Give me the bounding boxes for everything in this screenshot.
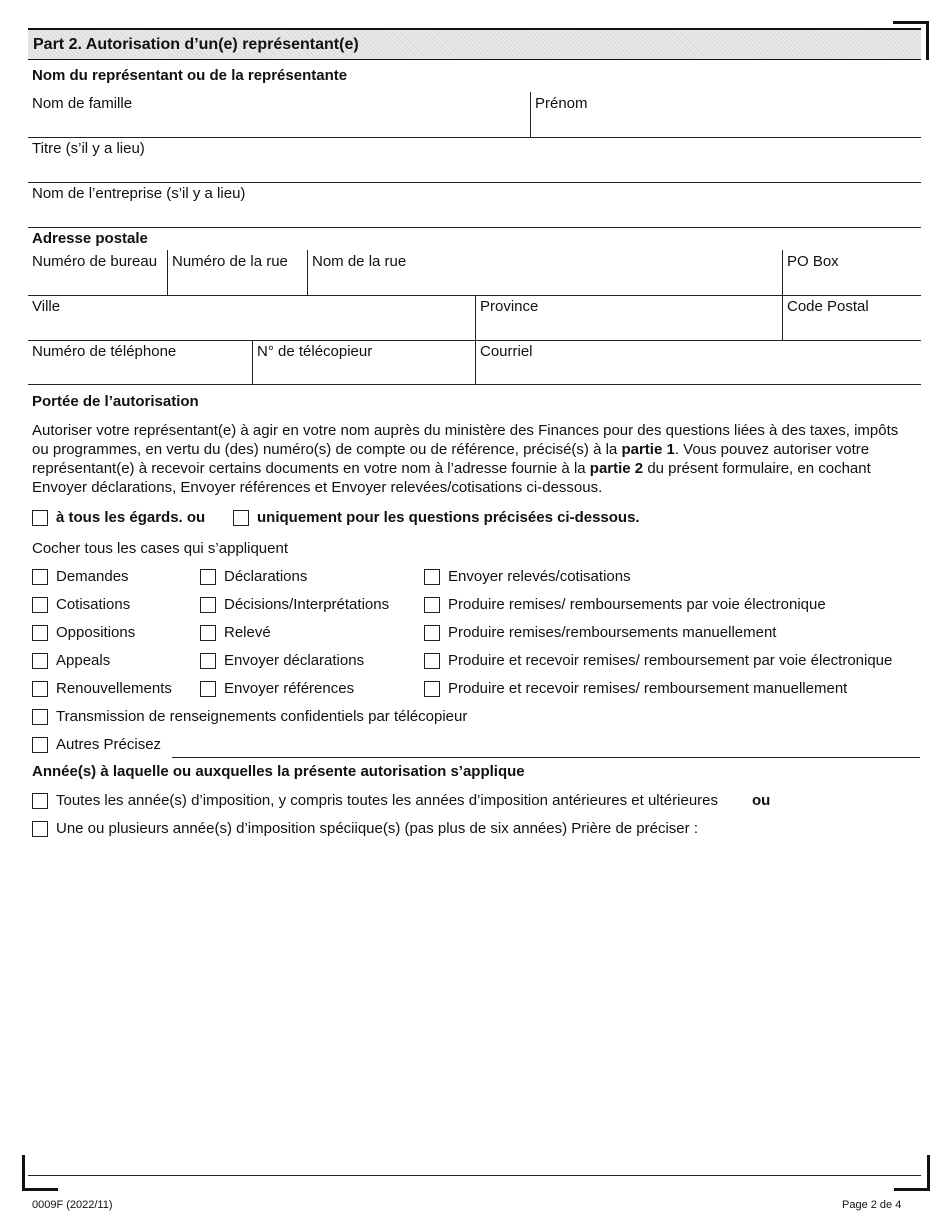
province-field[interactable]: [477, 317, 787, 337]
phone-field[interactable]: [28, 362, 257, 382]
send-declarations-checkbox[interactable]: [200, 653, 216, 669]
address-section-title: Adresse postale: [32, 230, 148, 247]
email-field[interactable]: [477, 362, 926, 382]
corner-mark-bottom-left: [22, 1155, 58, 1191]
option-label: Déclarations: [224, 568, 308, 585]
title-label: Titre (s’il y a lieu): [32, 140, 145, 157]
suite-number-label: Numéro de bureau: [32, 253, 158, 270]
street-number-field[interactable]: [169, 272, 313, 292]
divider: [28, 182, 921, 183]
all-years-checkbox[interactable]: [32, 793, 48, 809]
option-label: Relevé: [224, 624, 271, 641]
option-label: Renouvellements: [56, 680, 172, 697]
fax-label: N° de télécopieur: [257, 343, 373, 360]
form-code: 0009F (2022/11): [32, 1199, 113, 1211]
specific-years-label: Une ou plusieurs année(s) d’imposition spéciique(s) (pas plus de six années) Prière de préciser :: [56, 820, 698, 837]
appeals-checkbox[interactable]: [32, 653, 48, 669]
divider: [530, 92, 531, 137]
renouvellements-checkbox[interactable]: [32, 681, 48, 697]
send-statements-checkbox[interactable]: [424, 569, 440, 585]
option-label: Envoyer relevés/cotisations: [448, 568, 631, 585]
option-label: Envoyer déclarations: [224, 652, 365, 669]
business-name-field[interactable]: [28, 204, 926, 224]
years-section-title: Année(s) à laquelle ou auxquelles la présente autorisation s’applique: [32, 763, 525, 780]
city-label: Ville: [32, 298, 61, 315]
decisions-checkbox[interactable]: [200, 597, 216, 613]
file-receive-manual-checkbox[interactable]: [424, 681, 440, 697]
first-name-label: Prénom: [535, 95, 588, 112]
divider: [28, 227, 921, 228]
scope-paragraph: Autoriser votre représentant(e) à agir en votre nom auprès du ministère des Finances pour des questions liées à des taxes, impôts ou programmes, en vertu du (des) numéro(s) de compte ou de référence, précisé(s) à la partie 1. Vous pouvez autoriser votre représentant(e) à recevoir certains documents en votre nom à l’adresse fournie à la partie 2 du présent formulaire, en cochant Envoyer déclarations, Envoyer références et Envoyer relevées/cotisations ci-dessous.: [32, 422, 899, 496]
option-label: Produire et recevoir remises/ remboursement par voie électronique: [448, 652, 893, 669]
corner-mark-bottom-right: [894, 1155, 930, 1191]
file-electronic-checkbox[interactable]: [424, 597, 440, 613]
cotisations-checkbox[interactable]: [32, 597, 48, 613]
street-name-field[interactable]: [309, 272, 787, 292]
option-label: Envoyer références: [224, 680, 355, 697]
fax-transmission-label: Transmission de renseignements confidentiels par télécopieur: [56, 708, 468, 725]
option-label: Produire remises/remboursements manuellement: [448, 624, 777, 641]
demandes-checkbox[interactable]: [32, 569, 48, 585]
all-respects-checkbox[interactable]: [32, 510, 48, 526]
representative-section-title: Nom du représentant ou de la représentante: [32, 67, 348, 84]
part-header: [28, 28, 921, 60]
option-label: Cotisations: [56, 596, 131, 613]
title-field[interactable]: [28, 159, 926, 179]
file-manual-checkbox[interactable]: [424, 625, 440, 641]
option-label: Produire remises/ remboursements par voie électronique: [448, 596, 826, 613]
city-field[interactable]: [28, 317, 480, 337]
postal-code-field[interactable]: [784, 317, 926, 337]
divider: [28, 137, 921, 138]
oppositions-checkbox[interactable]: [32, 625, 48, 641]
only-specified-label: uniquement pour les questions précisées ci-dessous.: [257, 509, 640, 526]
street-number-label: Numéro de la rue: [172, 253, 288, 270]
option-label: Produire et recevoir remises/ remboursement manuellement: [448, 680, 848, 697]
province-label: Province: [480, 298, 539, 315]
fax-field[interactable]: [254, 362, 480, 382]
option-label: Demandes: [56, 568, 129, 585]
footer-divider: [28, 1175, 921, 1176]
email-label: Courriel: [480, 343, 533, 360]
divider: [28, 384, 921, 385]
option-label: Oppositions: [56, 624, 136, 641]
page-number: Page 2 de 4: [842, 1199, 902, 1211]
divider: [28, 340, 921, 341]
only-specified-checkbox[interactable]: [233, 510, 249, 526]
part-title: Part 2. Autorisation d’un(e) représentant(e): [33, 36, 359, 53]
all-respects-label: à tous les égards. ou: [56, 509, 206, 526]
first-name-field[interactable]: [532, 114, 926, 134]
or-label: ou: [752, 792, 771, 809]
suite-number-field[interactable]: [28, 272, 172, 292]
phone-label: Numéro de téléphone: [32, 343, 177, 360]
other-label: Autres Précisez: [56, 736, 162, 753]
business-name-label: Nom de l’entreprise (s’il y a lieu): [32, 185, 246, 202]
other-checkbox[interactable]: [32, 737, 48, 753]
fax-transmission-checkbox[interactable]: [32, 709, 48, 725]
send-references-checkbox[interactable]: [200, 681, 216, 697]
last-name-label: Nom de famille: [32, 95, 133, 112]
check-all-instruction: Cocher tous les cases qui s’appliquent: [32, 540, 288, 557]
po-box-label: PO Box: [787, 253, 839, 270]
postal-code-label: Code Postal: [787, 298, 869, 315]
other-specify-field[interactable]: [172, 733, 920, 758]
specific-years-checkbox[interactable]: [32, 821, 48, 837]
option-label: Appeals: [56, 652, 111, 669]
releve-checkbox[interactable]: [200, 625, 216, 641]
all-years-label: Toutes les année(s) d’imposition, y compris toutes les années d’imposition antérieures et ultérieures: [56, 792, 718, 809]
po-box-field[interactable]: [784, 272, 926, 292]
scope-section-title: Portée de l’autorisation: [32, 393, 199, 410]
file-receive-electronic-checkbox[interactable]: [424, 653, 440, 669]
street-name-label: Nom de la rue: [312, 253, 407, 270]
last-name-field[interactable]: [28, 114, 536, 134]
option-label: Décisions/Interprétations: [224, 596, 390, 613]
declarations-checkbox[interactable]: [200, 569, 216, 585]
